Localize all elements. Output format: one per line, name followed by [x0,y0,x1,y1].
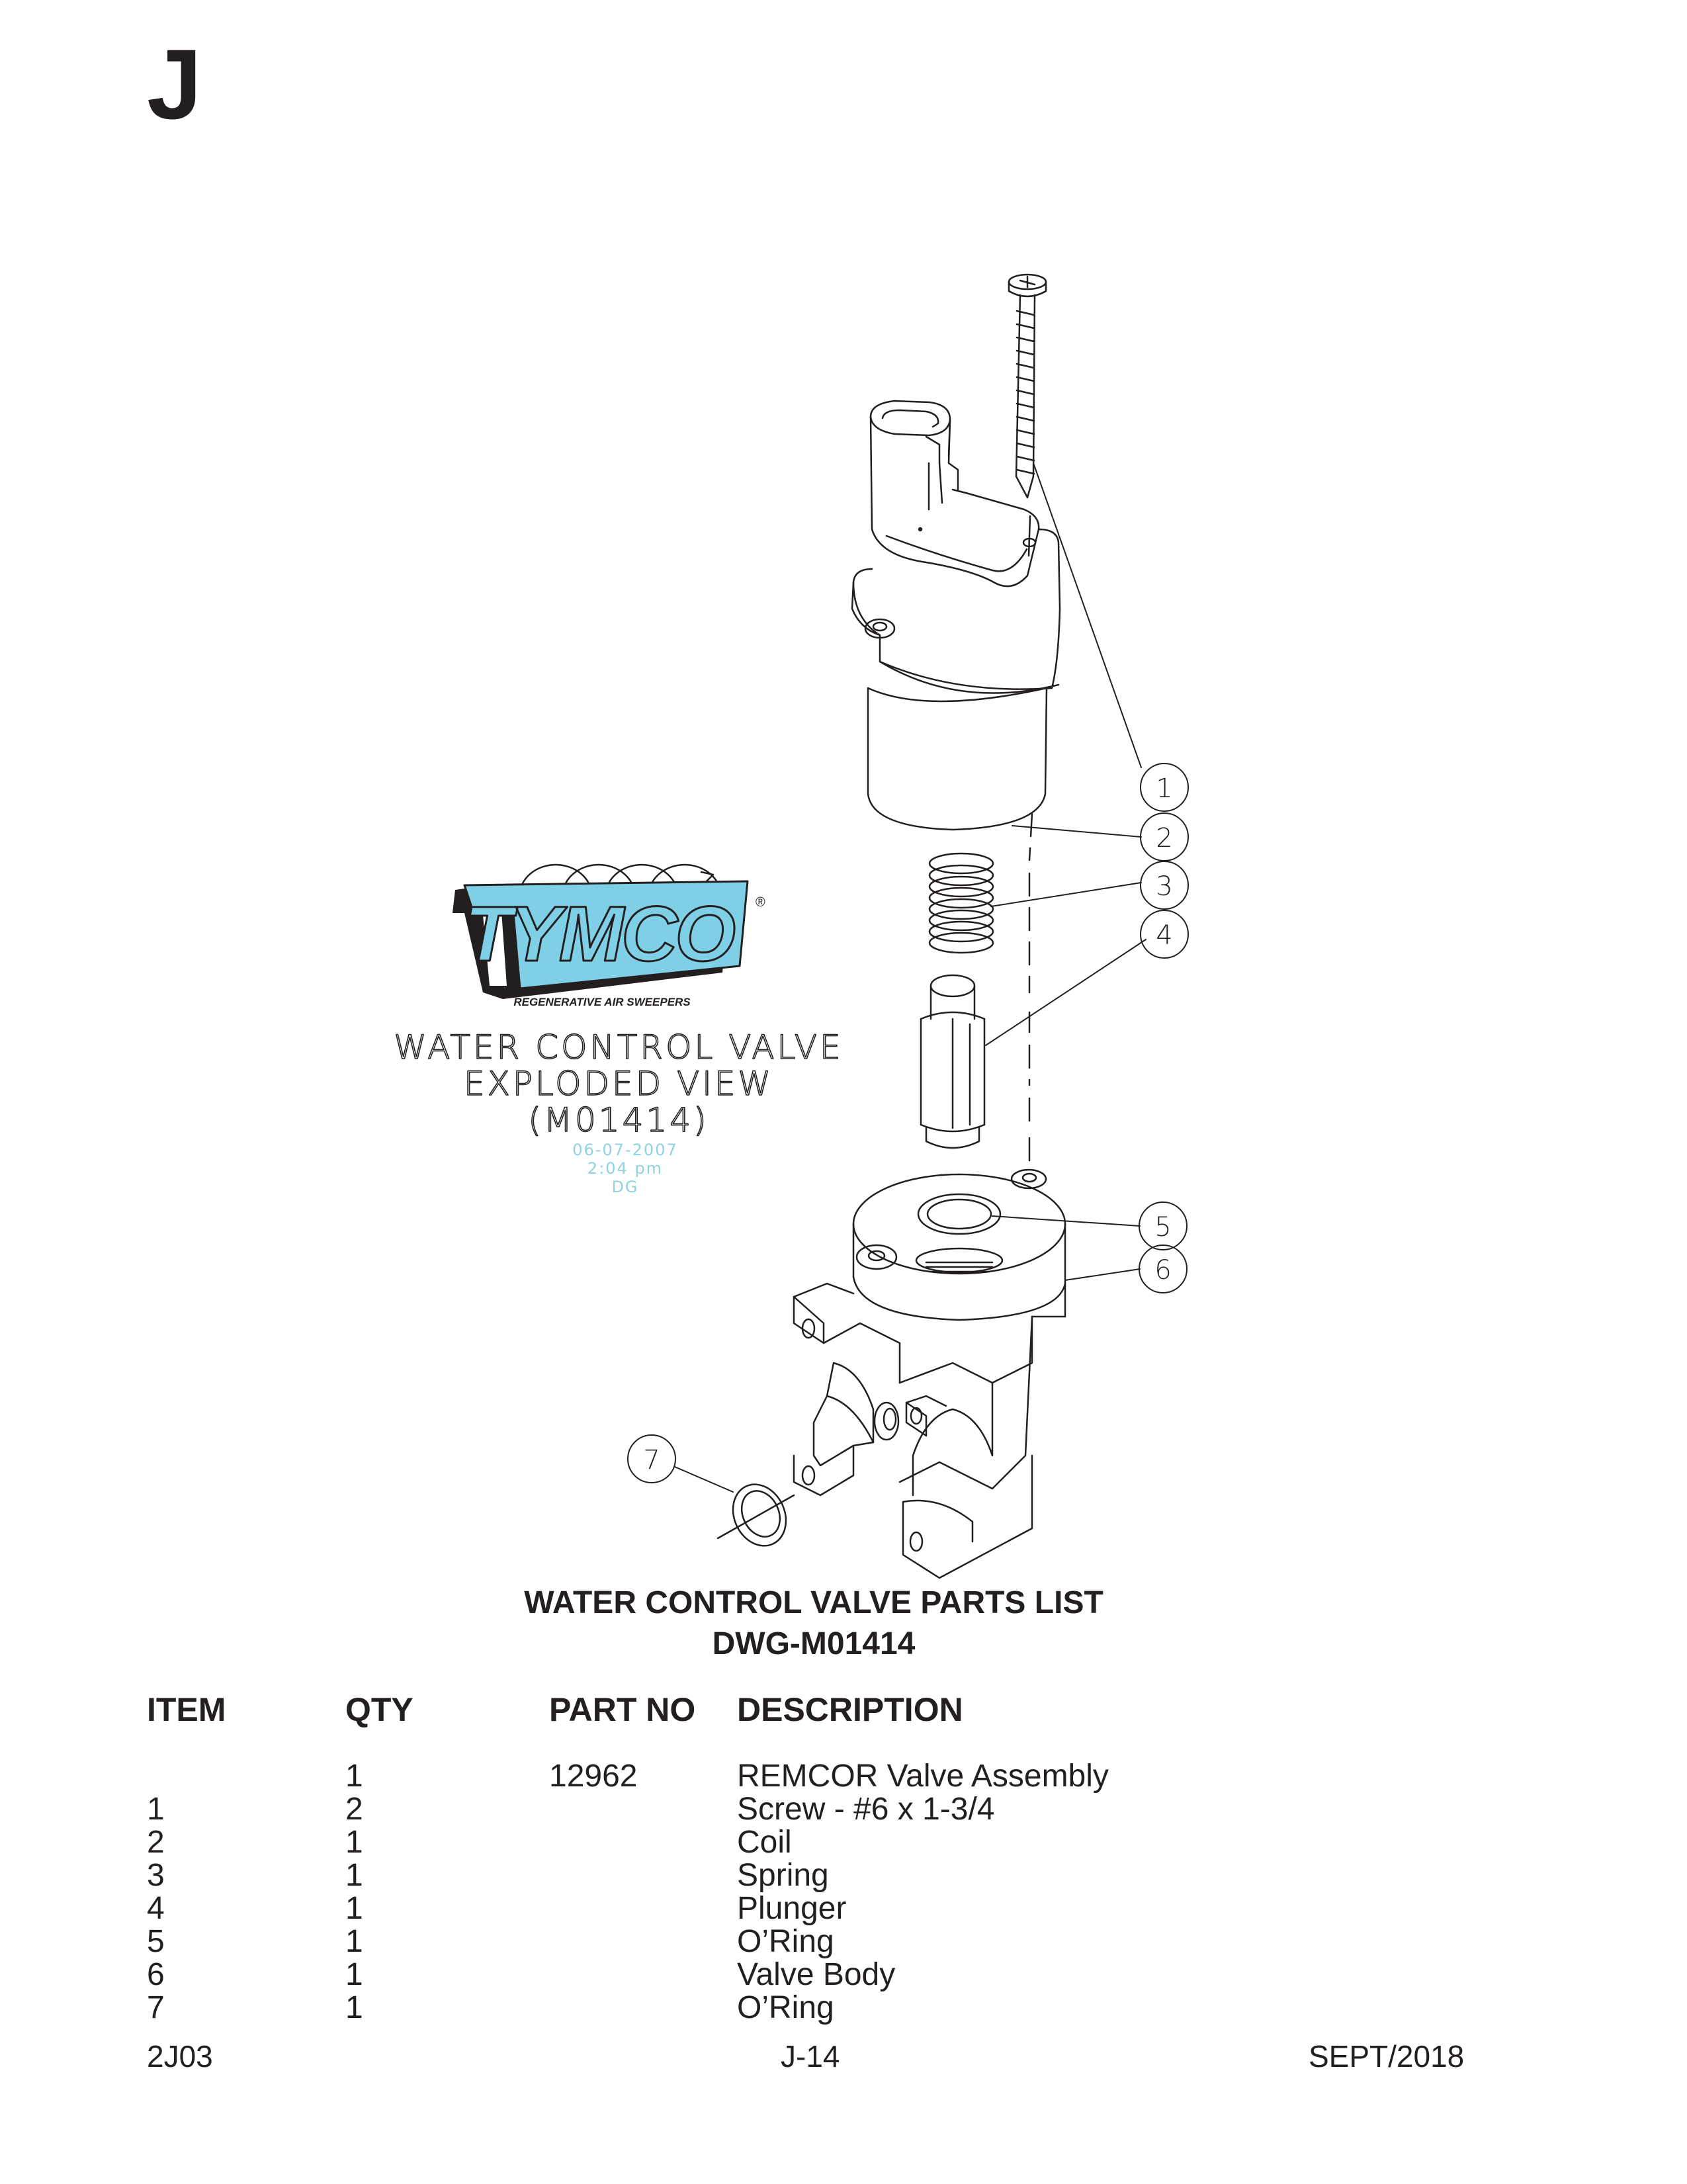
row-item: 4 [147,1891,165,1926]
callout-4-label: 4 [1156,920,1173,951]
spring-part [930,853,993,953]
stamp-time: 2:04 pm [587,1159,664,1178]
row-qty: 1 [345,1924,363,1959]
tymco-logo [453,865,765,1008]
row-description: Plunger [737,1891,847,1926]
row-item: 5 [147,1924,165,1959]
row-qty: 1 [345,1825,363,1860]
valve-body-part [794,1170,1065,1578]
callout-3-label: 3 [1156,871,1173,902]
row-description: Screw - #6 x 1-3/4 [737,1792,995,1827]
callout-balloons [628,764,1188,1483]
screw-part [1009,275,1046,498]
oring-part [718,1475,796,1554]
drawing-number: DWG-M01414 [712,1626,916,1661]
row-item: 7 [147,1990,165,2025]
stamp-initials: DG [611,1178,639,1196]
parts-list-title: WATER CONTROL VALVE PARTS LIST [524,1585,1103,1620]
row-description: O’Ring [737,1924,834,1959]
section-letter: J [147,28,202,140]
row-description: Spring [737,1858,829,1893]
coil-part [852,401,1060,830]
row-item: 1 [147,1792,165,1827]
row-qty: 2 [345,1792,363,1827]
row-item: 2 [147,1825,165,1860]
row-description: Valve Body [737,1957,896,1992]
registered-mark: ® [756,895,765,910]
callout-5-label: 5 [1154,1212,1172,1243]
leader-lines [675,463,1146,1492]
drawing-title-block [394,1028,843,1196]
logo-wordmark: TYMCO [464,891,734,978]
row-qty: 1 [345,1759,363,1794]
plunger-part [921,975,984,1148]
row-qty: 1 [345,1990,363,2025]
header-item: ITEM [147,1691,226,1728]
header-description: DESCRIPTION [737,1691,963,1728]
callout-6-label: 6 [1154,1255,1172,1286]
callout-7-label: 7 [643,1445,660,1475]
drawing-title-line-2: EXPLODED VIEW [464,1065,773,1103]
header-qty: QTY [345,1691,413,1728]
footer-document-code: 2J03 [147,2039,213,2074]
callout-2-label: 2 [1156,823,1173,853]
drawing-title-line-3: (M01414) [528,1101,709,1139]
row-qty: 1 [345,1858,363,1893]
header-part-no: PART NO [549,1691,696,1728]
row-qty: 1 [345,1891,363,1926]
row-item: 3 [147,1858,165,1893]
row-qty: 1 [345,1957,363,1992]
logo-tagline: REGENERATIVE AIR SWEEPERS [513,996,691,1008]
row-description: O’Ring [737,1990,834,2025]
row-part-no: 12962 [549,1759,638,1794]
row-description: Coil [737,1825,792,1860]
row-item: 6 [147,1957,165,1992]
callout-1-label: 1 [1156,773,1173,804]
stamp-date: 06-07-2007 [572,1141,678,1159]
footer-page-number: J-14 [781,2039,840,2074]
drawing-title-line-1: WATER CONTROL VALVE [394,1028,844,1067]
row-description: REMCOR Valve Assembly [737,1759,1109,1794]
parts-list-title-block [0,1583,1627,1665]
footer-date: SEPT/2018 [1309,2039,1465,2074]
